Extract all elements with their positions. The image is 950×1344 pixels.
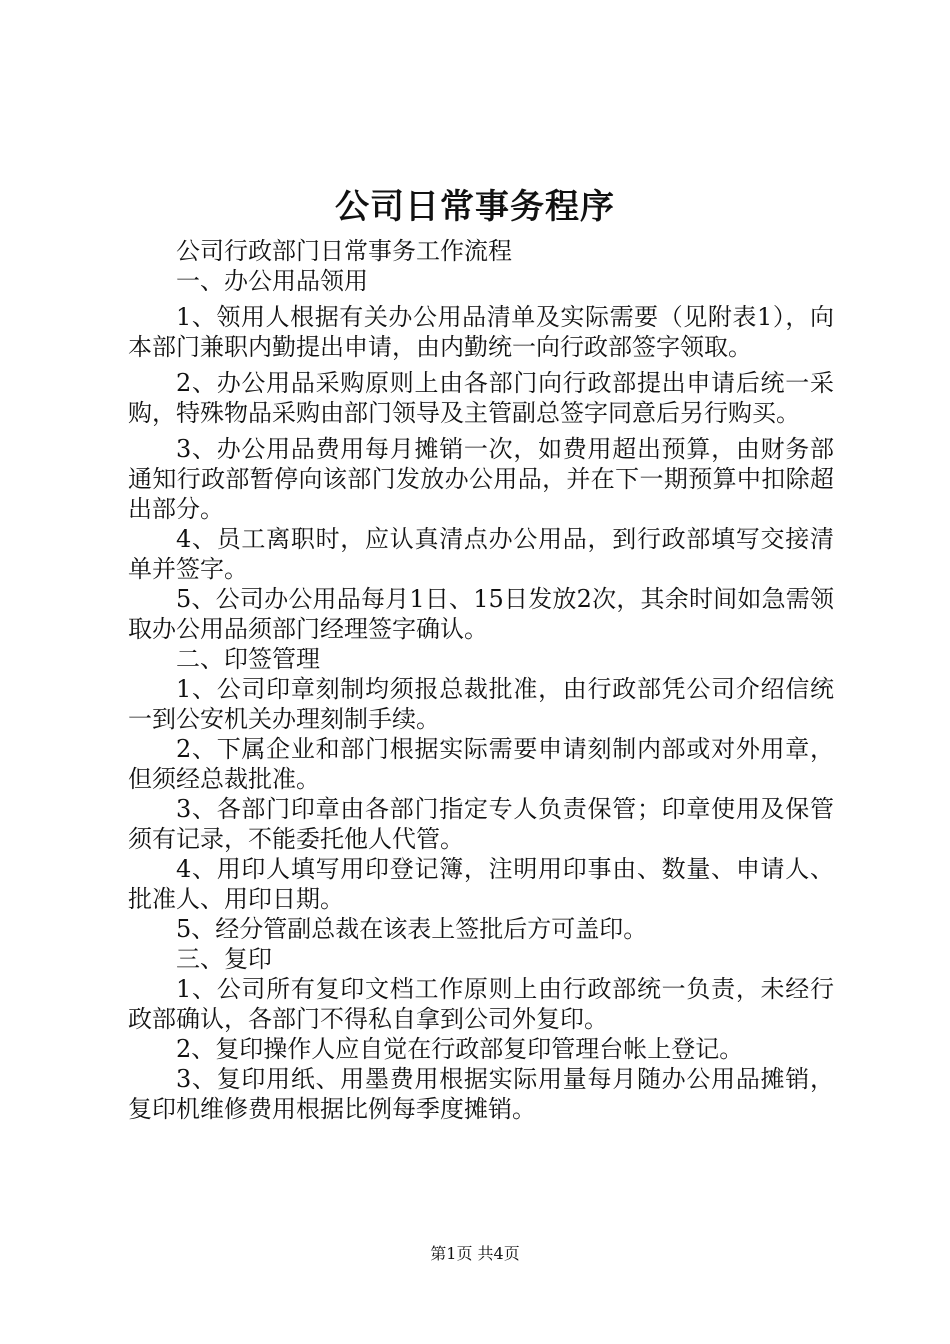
section-heading-office-supplies: 一、办公用品领用	[176, 267, 368, 295]
section-heading-seal-management: 二、印签管理	[176, 645, 320, 673]
paragraph: 4、员工离职时，应认真清点办公用品，到行政部填写交接清单并签字。	[128, 525, 834, 583]
document-title: 公司日常事务程序	[335, 187, 615, 227]
paragraph: 2、办公用品采购原则上由各部门向行政部提出申请后统一采购，特殊物品采购由部门领导及主管副总签字同意后另行购买。	[128, 369, 834, 427]
section-heading-copying: 三、复印	[176, 945, 272, 973]
paragraph: 3、复印用纸、用墨费用根据实际用量每月随办公用品摊销，复印机维修费用根据比例每季度摊销。	[128, 1065, 834, 1123]
page-footer: 第1页 共4页	[430, 1244, 520, 1263]
paragraph: 3、办公用品费用每月摊销一次，如费用超出预算，由财务部通知行政部暂停向该部门发放办公用品，并在下一期预算中扣除超出部分。	[128, 435, 834, 523]
paragraph-workflow-heading: 公司行政部门日常事务工作流程	[176, 237, 512, 265]
paragraph: 5、公司办公用品每月1日、15日发放2次，其余时间如急需领取办公用品须部门经理签字确认。	[128, 585, 834, 643]
paragraph: 4、用印人填写用印登记簿，注明用印事由、数量、申请人、批准人、用印日期。	[128, 855, 834, 913]
paragraph: 1、领用人根据有关办公用品清单及实际需要（见附表1），向本部门兼职内勤提出申请，由内勤统一向行政部签字领取。	[128, 303, 834, 361]
paragraph: 5、经分管副总裁在该表上签批后方可盖印。	[176, 915, 648, 943]
document-body	[128, 236, 834, 1124]
paragraph: 2、下属企业和部门根据实际需要申请刻制内部或对外用章，但须经总裁批准。	[128, 735, 834, 793]
paragraph: 1、公司所有复印文档工作原则上由行政部统一负责，未经行政部确认，各部门不得私自拿到公司外复印。	[128, 975, 834, 1033]
paragraph: 1、公司印章刻制均须报总裁批准，由行政部凭公司介绍信统一到公安机关办理刻制手续。	[128, 675, 834, 733]
paragraph: 3、各部门印章由各部门指定专人负责保管；印章使用及保管须有记录，不能委托他人代管。	[128, 795, 834, 853]
paragraph: 2、复印操作人应自觉在行政部复印管理台帐上登记。	[176, 1035, 744, 1063]
